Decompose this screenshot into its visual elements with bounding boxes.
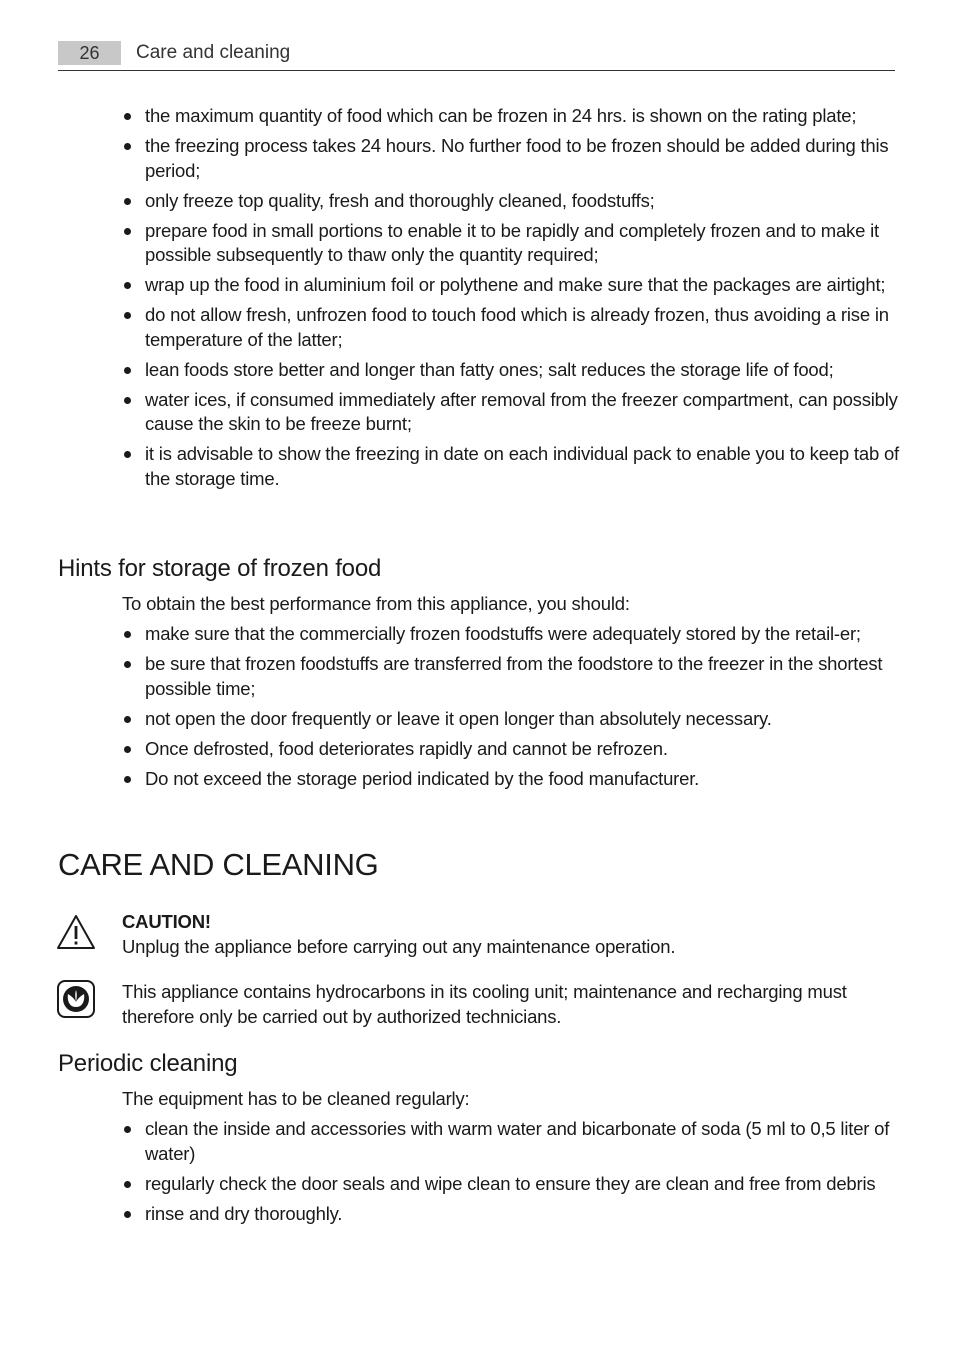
freezing-tips-list [122, 104, 902, 497]
storage-intro: To obtain the best performance from this appliance, you should: [122, 593, 630, 614]
list-item: only freeze top quality, fresh and thoroughly cleaned, foodstuffs; [122, 189, 902, 214]
caution-text: Unplug the appliance before carrying out any maintenance operation. [122, 935, 676, 957]
list-item: prepare food in small portions to enable it to be rapidly and completely frozen and to make it possible subsequently to thaw only the quantity required; [122, 219, 902, 268]
list-item: not open the door frequently or leave it open longer than absolutely necessary. [122, 707, 902, 732]
list-item: do not allow fresh, unfrozen food to touch food which is already frozen, thus avoiding a rise in temperature of the latter; [122, 303, 902, 352]
list-item: clean the inside and accessories with warm water and bicarbonate of soda (5 ml to 0,5 liter of water) [122, 1117, 902, 1166]
list-item: water ices, if consumed immediately after removal from the freezer compartment, can possibly cause the skin to be freeze burnt; [122, 388, 902, 437]
section-title: CARE AND CLEANING [58, 847, 379, 882]
environment-icon [57, 980, 95, 1018]
list-item: it is advisable to show the freezing in date on each individual pack to enable you to keep tab of the storage time. [122, 442, 902, 491]
periodic-heading: Periodic cleaning [58, 1050, 238, 1077]
list-item: be sure that frozen foodstuffs are transferred from the foodstore to the freezer in the shortest possible time; [122, 652, 902, 701]
list-item: rinse and dry thoroughly. [122, 1202, 902, 1227]
storage-list [122, 622, 902, 797]
list-item: the maximum quantity of food which can be frozen in 24 hrs. is shown on the rating plate; [122, 104, 902, 129]
warning-triangle-icon [56, 914, 96, 950]
periodic-intro: The equipment has to be cleaned regularly: [122, 1088, 470, 1109]
caution-block [122, 910, 902, 959]
periodic-list [122, 1117, 902, 1232]
storage-heading: Hints for storage of frozen food [58, 555, 382, 582]
list-item: the freezing process takes 24 hours. No further food to be frozen should be added during this period; [122, 134, 902, 183]
list-item: make sure that the commercially frozen foodstuffs were adequately stored by the retail-er; [122, 622, 902, 647]
list-item: wrap up the food in aluminium foil or polythene and make sure that the packages are airtight; [122, 273, 902, 298]
list-item: Once defrosted, food deteriorates rapidly and cannot be refrozen. [122, 737, 902, 762]
list-item: lean foods store better and longer than fatty ones; salt reduces the storage life of food; [122, 358, 902, 383]
list-item: Do not exceed the storage period indicated by the food manufacturer. [122, 767, 902, 792]
page-number: 26 [58, 41, 121, 65]
hydrocarbon-notice: This appliance contains hydrocarbons in its cooling unit; maintenance and recharging must therefore only be carried out by authorized technicians. [122, 981, 847, 1027]
list-item: regularly check the door seals and wipe clean to ensure they are clean and free from debris [122, 1172, 902, 1197]
page-header [58, 40, 895, 71]
caution-title: CAUTION! [122, 911, 211, 932]
running-title: Care and cleaning [136, 42, 291, 63]
